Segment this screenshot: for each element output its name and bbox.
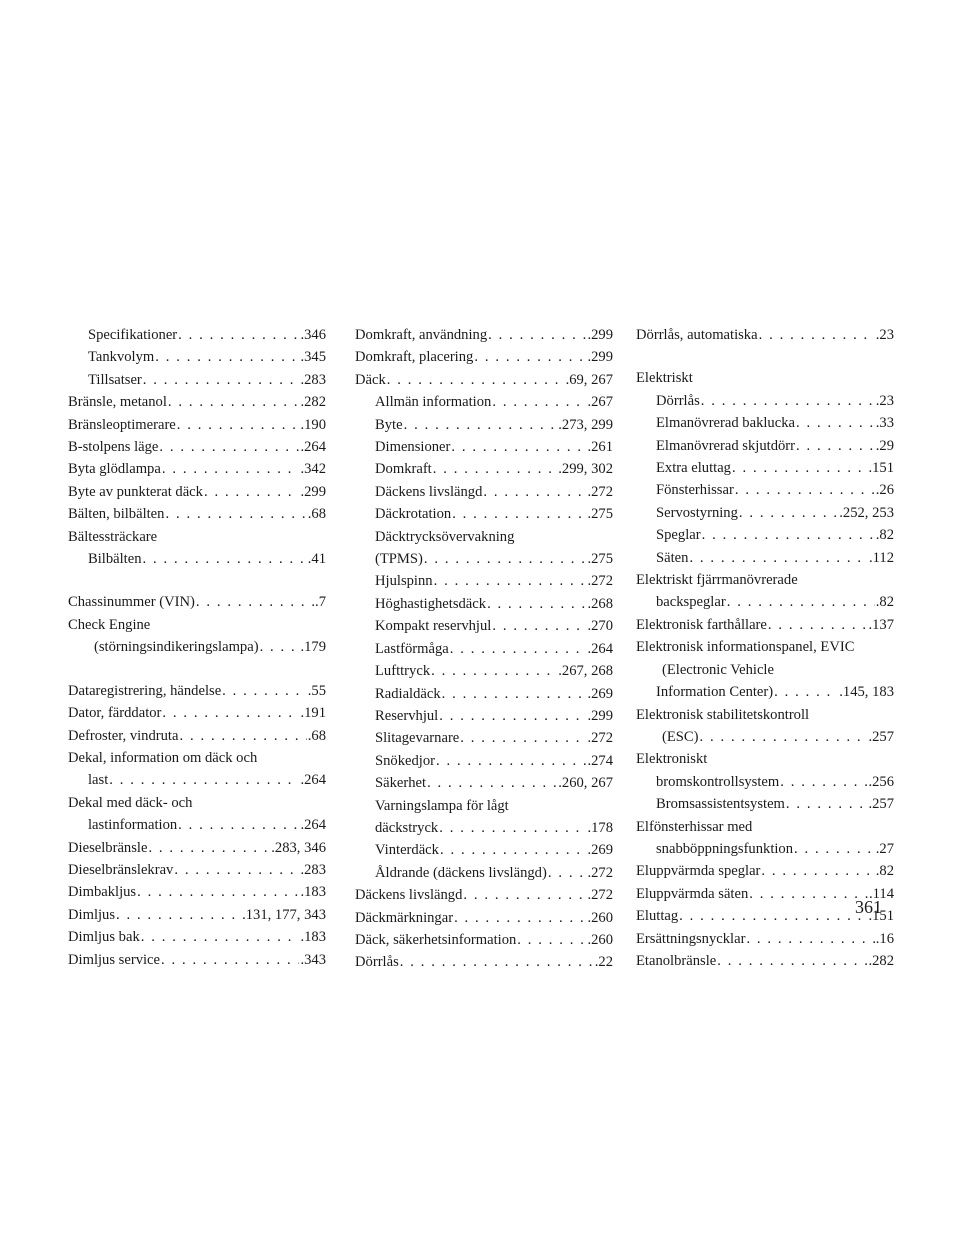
index-entry: Dörrlås, automatiska . . . .23 (636, 324, 894, 346)
index-column-3 (636, 324, 894, 972)
index-entry: Säten . . . .112 (636, 547, 894, 569)
index-entry: Bränsleoptimerare . . . .190 (68, 414, 326, 436)
index-entry: Tillsatser . . . .283 (68, 369, 326, 391)
index-column-1 (68, 324, 326, 971)
index-entry: Dieselbränslekrav . . . .283 (68, 859, 326, 881)
index-entry: Eluppvärmda säten . . . .114 (636, 883, 894, 905)
index-entry: Bränsle, metanol . . . .282 (68, 391, 326, 413)
index-entry: Servostyrning . . . .252, 253 (636, 502, 894, 524)
index-entry: B-stolpens läge . . . .264 (68, 436, 326, 458)
index-heading: Elfönsterhissar med (636, 818, 753, 835)
index-entry: Eluppvärmda speglar . . . .82 (636, 860, 894, 882)
index-entry: Säkerhet . . . .260, 267 (355, 772, 613, 794)
letter-gap (68, 570, 326, 591)
index-heading: Elektronisk informationspanel, EVIC (636, 639, 855, 656)
index-heading: Elektronisk stabilitetskontroll (636, 706, 810, 723)
index-heading: Bältessträckare (68, 528, 158, 545)
index-entry: Bälten, bilbälten . . . .68 (68, 503, 326, 525)
index-entry: Höghastighetsdäck . . . .268 (355, 593, 613, 615)
index-entry: Dörrlås . . . .23 (636, 390, 894, 412)
index-entry: lastinformation . . . .264 (68, 814, 326, 836)
index-heading: Dekal med däck- och (68, 794, 193, 811)
index-entry: Elmanövrerad skjutdörr . . . .29 (636, 435, 894, 457)
index-entry: Domkraft, användning . . . .299 (355, 324, 613, 346)
index-entry: Däck, säkerhetsinformation . . . .260 (355, 929, 613, 951)
index-entry: snabböppningsfunktion . . . .27 (636, 838, 894, 860)
index-entry: (störningsindikeringslampa) . . . .179 (68, 636, 326, 658)
index-entry: Vinterdäck . . . .269 (355, 839, 613, 861)
index-entry: (ESC) . . . .257 (636, 726, 894, 748)
index-heading: Check Engine (68, 616, 151, 633)
index-entry: Domkraft . . . .299, 302 (355, 458, 613, 480)
index-heading: Elektriskt (636, 370, 693, 387)
index-column-2 (355, 324, 613, 974)
index-entry: Ersättningsnycklar . . . .16 (636, 928, 894, 950)
index-entry: Däck . . . .69, 267 (355, 369, 613, 391)
index-entry: Däckens livslängd . . . .272 (355, 884, 613, 906)
index-entry: Elektronisk farthållare . . . .137 (636, 614, 894, 636)
letter-gap (636, 346, 894, 367)
index-entry: Byte . . . .273, 299 (355, 414, 613, 436)
index-entry: Chassinummer (VIN) . . . .7 (68, 591, 326, 613)
index-entry: Dörrlås . . . .22 (355, 951, 613, 973)
index-entry: Eluttag . . . .151 (636, 905, 894, 927)
index-entry: Dieselbränsle . . . .283, 346 (68, 837, 326, 859)
index-entry: Reservhjul . . . .299 (355, 705, 613, 727)
index-entry: (TPMS) . . . .275 (355, 548, 613, 570)
index-entry: Domkraft, placering . . . .299 (355, 346, 613, 368)
index-entry: Byte av punkterat däck . . . .299 (68, 481, 326, 503)
index-entry: Åldrande (däckens livslängd) . . . .272 (355, 862, 613, 884)
index-entry: backspeglar . . . .82 (636, 591, 894, 613)
index-entry: Lufttryck . . . .267, 268 (355, 660, 613, 682)
index-entry: Hjulspinn . . . .272 (355, 570, 613, 592)
index-entry: däckstryck . . . .178 (355, 817, 613, 839)
index-entry: Bromsassistentsystem . . . .257 (636, 793, 894, 815)
index-entry: Allmän information . . . .267 (355, 391, 613, 413)
index-entry: Lastförmåga . . . .264 (355, 638, 613, 660)
index-entry: Fönsterhissar . . . .26 (636, 479, 894, 501)
index-heading: Elektroniskt (636, 751, 708, 768)
index-heading: Dekal, information om däck och (68, 749, 258, 766)
index-entry: Kompakt reservhjul . . . .270 (355, 615, 613, 637)
index-entry: Extra eluttag . . . .151 (636, 457, 894, 479)
index-entry: Däckrotation . . . .275 (355, 503, 613, 525)
index-entry: Dimljus . . . .131, 177, 343 (68, 904, 326, 926)
index-entry: Information Center) . . . .145, 183 (636, 681, 894, 703)
index-entry: Dimensioner . . . .261 (355, 436, 613, 458)
index-entry: Etanolbränsle . . . .282 (636, 950, 894, 972)
index-entry: Dimbakljus . . . .183 (68, 881, 326, 903)
index-heading: Däcktrycksövervakning (375, 528, 515, 545)
index-entry: Däckens livslängd . . . .272 (355, 481, 613, 503)
index-entry: bromskontrollsystem . . . .256 (636, 771, 894, 793)
index-entry: Däckmärkningar . . . .260 (355, 907, 613, 929)
index-entry: Radialdäck . . . .269 (355, 683, 613, 705)
index-heading: Elektriskt fjärrmanövrerade (636, 572, 798, 589)
index-entry: Snökedjor . . . .274 (355, 750, 613, 772)
index-entry: Dator, färddator . . . .191 (68, 702, 326, 724)
index-entry: Byta glödlampa . . . .342 (68, 458, 326, 480)
index-entry: Defroster, vindruta . . . .68 (68, 725, 326, 747)
index-entry: last . . . .264 (68, 769, 326, 791)
letter-gap (68, 659, 326, 680)
index-entry: Speglar . . . .82 (636, 524, 894, 546)
index-entry: Specifikationer . . . .346 (68, 324, 326, 346)
index-entry: Elmanövrerad baklucka . . . .33 (636, 412, 894, 434)
index-entry: Bilbälten . . . .41 (68, 548, 326, 570)
index-entry: Dataregistrering, händelse . . . .55 (68, 680, 326, 702)
index-heading: Varningslampa för lågt (375, 797, 509, 814)
index-entry: Dimljus bak . . . .183 (68, 926, 326, 948)
index-entry: Tankvolym . . . .345 (68, 346, 326, 368)
index-entry: Slitagevarnare . . . .272 (355, 727, 613, 749)
index-entry: Dimljus service . . . .343 (68, 949, 326, 971)
index-heading: (Electronic Vehicle (662, 661, 774, 678)
page-number: 361 (855, 897, 882, 917)
